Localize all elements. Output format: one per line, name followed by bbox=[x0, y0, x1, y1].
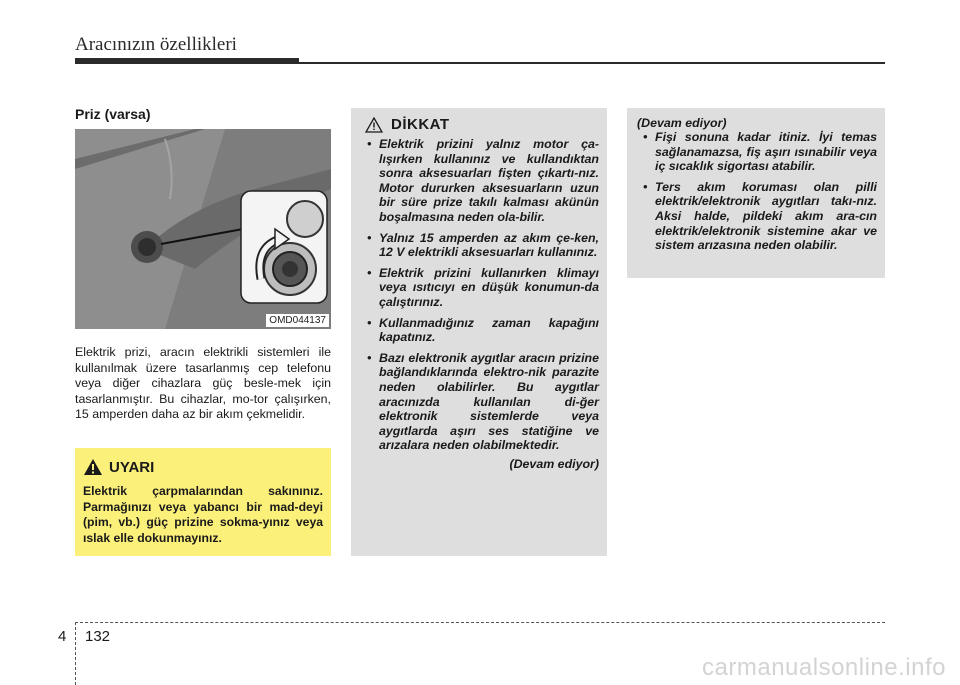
warning-header bbox=[83, 458, 323, 476]
caution-continued: (Devam ediyor) bbox=[509, 456, 599, 471]
list-item: • Ters akım koruması olan pilli elektrik/elektronik aygıtları takı-nız. Aksi halde, pildeki akım ara-cın elektrik/elektronik sistemine akar ve sistem arızasına neden olabilir. bbox=[643, 179, 877, 253]
caution-box bbox=[351, 108, 607, 556]
chapter-number: 4 bbox=[58, 628, 67, 645]
section-title: Priz (varsa) bbox=[75, 106, 151, 122]
page-number: 132 bbox=[85, 628, 111, 645]
list-item: • Kullanmadığınız zaman kapağını kapatınız. bbox=[367, 315, 599, 345]
power-outlet-photo bbox=[75, 129, 331, 329]
warning-label: UYARI bbox=[109, 458, 155, 476]
photo-code: OMD044137 bbox=[266, 314, 329, 327]
header-rule-thin bbox=[299, 62, 885, 64]
caution-triangle-icon bbox=[365, 117, 383, 133]
footer-vertical-rule bbox=[75, 622, 76, 685]
warning-text: Elektrik çarpmalarından sakınınız. Parmağınızı veya yabancı bir mad-deyi (pim, vb.) güç prizine sokma-yınız veya ıslak elle dokunmayınız. bbox=[83, 484, 323, 545]
caution-header bbox=[365, 116, 599, 133]
caution-list bbox=[359, 137, 599, 453]
list-item: • Fişi sonuna kadar itiniz. İyi temas sağlanamazsa, fiş aşırı ısınabilir veya iç sıcaklık sigortası atabilir. bbox=[643, 130, 877, 174]
power-outlet-illustration bbox=[75, 129, 331, 329]
warning-box bbox=[75, 448, 331, 556]
continuation-header: (Devam ediyor) bbox=[637, 116, 727, 130]
list-item: • Yalnız 15 amperden az akım çe-ken, 12 V elektrikli aksesuarları kullanınız. bbox=[367, 230, 599, 260]
list-item: • Elektrik prizini yalnız motor ça-lışırken kullanınız ve kullandıktan sonra aksesuarları fişten çıkartı-nız. Motor dururken aksesuarların uzun bir süre prize takılı kalması akünün boşalmasına neden ola-bilir. bbox=[367, 137, 599, 224]
watermark: carmanualsonline.info bbox=[702, 654, 946, 681]
warning-triangle-icon bbox=[83, 458, 103, 476]
chapter-header-title: Aracınızın özellikleri bbox=[75, 34, 237, 55]
continuation-box bbox=[627, 108, 885, 278]
footer-rule bbox=[75, 622, 885, 623]
list-item: • Elektrik prizini kullanırken klimayı veya ısıtıcıyı en düşük konumun-da çalıştırınız. bbox=[367, 265, 599, 309]
header-rule-thick bbox=[75, 58, 299, 64]
body-paragraph: Elektrik prizi, aracın elektrikli sistemleri ile kullanılmak üzere tasarlanmış cep telefonu veya diğer cihazlara güç besle-mek için tasarlanmıştır. Bu cihazlar, mo-tor çalışırken, 15 amperden daha az bir akım çekmelidir. bbox=[75, 345, 331, 421]
continuation-list bbox=[635, 130, 877, 253]
caution-label: DİKKAT bbox=[391, 116, 450, 133]
list-item: • Bazı elektronik aygıtlar aracın prizine bağlandıklarında elektro-nik parazite neden olabilirler. Bu aygıtlar aracınızda kullanılan di-ğer elektronik sistemlerde veya aygıtlarda aşırı ses statiğine ve arızalara neden olabilmektedir. bbox=[367, 350, 599, 453]
